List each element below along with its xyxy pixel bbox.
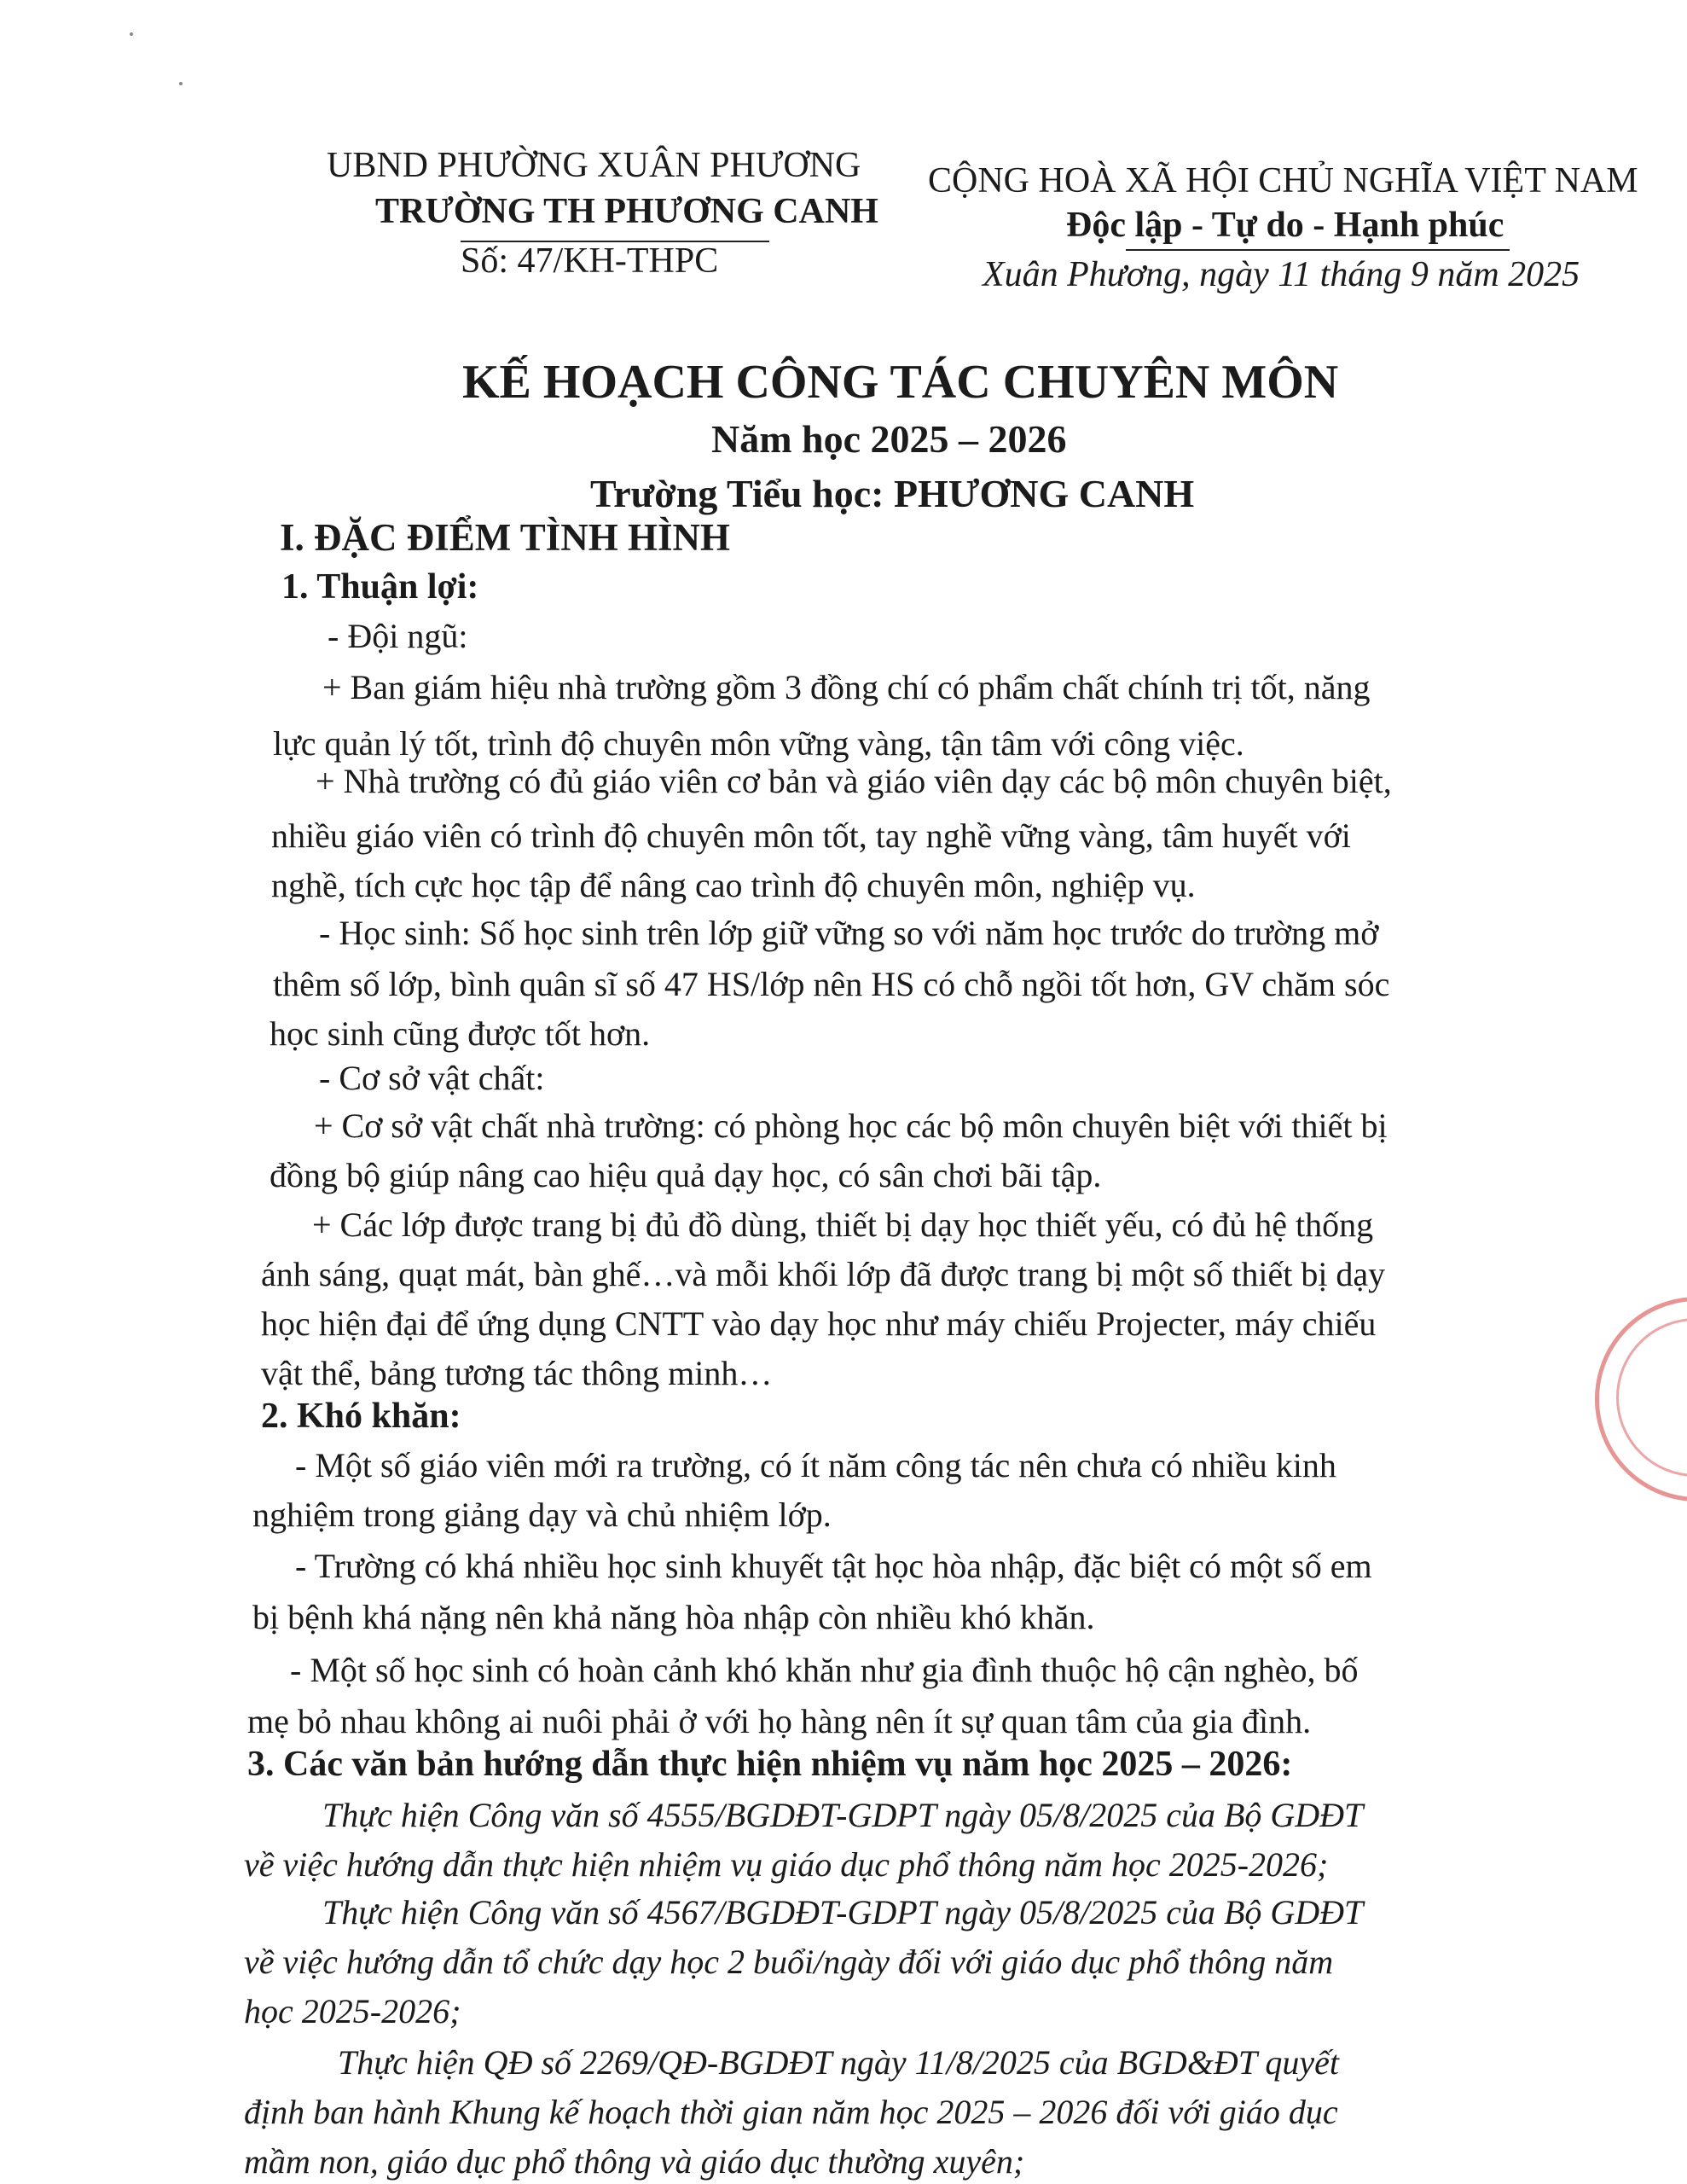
body-line: bị bệnh khá nặng nên khả năng hòa nhập còn nhiều khó khăn. xyxy=(252,1598,1095,1636)
body-line: mầm non, giáo dục phổ thông và giáo dục thường xuyên; xyxy=(244,2142,1025,2181)
body-line: - Một số giáo viên mới ra trường, có ít năm công tác nên chưa có nhiều kinh xyxy=(295,1446,1336,1484)
body-line: + Nhà trường có đủ giáo viên cơ bản và giáo viên dạy các bộ môn chuyên biệt, xyxy=(316,762,1392,800)
document-number: Số: 47/KH-THPC xyxy=(461,241,719,281)
subsection-heading: 2. Khó khăn: xyxy=(261,1397,461,1436)
national-title: CỘNG HOÀ XÃ HỘI CHỦ NGHĨA VIỆT NAM xyxy=(928,161,1638,200)
national-motto: Độc lập - Tự do - Hạnh phúc xyxy=(1066,206,1504,245)
body-line: + Cơ sở vật chất nhà trường: có phòng học các bộ môn chuyên biệt với thiết bị xyxy=(314,1107,1388,1145)
subsection-heading: 1. Thuận lợi: xyxy=(281,567,479,607)
school-line: Trường Tiểu học: PHƯƠNG CANH xyxy=(590,472,1195,515)
body-line: học hiện đại để ứng dụng CNTT vào dạy học như máy chiếu Projecter, máy chiếu xyxy=(261,1304,1377,1343)
body-line: về việc hướng dẫn tổ chức dạy học 2 buổi/ngày đối với giáo dục phổ thông năm xyxy=(244,1943,1334,1981)
section-heading: I. ĐẶC ĐIỂM TÌNH HÌNH xyxy=(280,516,730,559)
scan-speck xyxy=(130,32,133,36)
body-line: Thực hiện Công văn số 4567/BGDĐT-GDPT ngày 05/8/2025 của Bộ GDĐT xyxy=(322,1893,1364,1931)
body-line: - Cơ sở vật chất: xyxy=(319,1059,545,1097)
body-line: đồng bộ giúp nâng cao hiệu quả dạy học, có sân chơi bãi tập. xyxy=(270,1156,1102,1194)
school-year: Năm học 2025 – 2026 xyxy=(711,417,1067,461)
subsection-heading: 3. Các văn bản hướng dẫn thực hiện nhiệm vụ năm học 2025 – 2026: xyxy=(247,1745,1293,1784)
body-line: - Trường có khá nhiều học sinh khuyết tật học hòa nhập, đặc biệt có một số em xyxy=(295,1547,1372,1585)
place-and-date: Xuân Phương, ngày 11 tháng 9 năm 2025 xyxy=(983,255,1580,294)
body-line: nhiều giáo viên có trình độ chuyên môn tốt, tay nghề vững vàng, tâm huyết với xyxy=(271,816,1351,855)
body-line: học sinh cũng được tốt hơn. xyxy=(270,1014,651,1053)
body-line: về việc hướng dẫn thực hiện nhiệm vụ giáo dục phổ thông năm học 2025-2026; xyxy=(244,1845,1329,1884)
scan-speck xyxy=(179,82,183,85)
body-line: mẹ bỏ nhau không ai nuôi phải ở với họ hàng nên ít sự quan tâm của gia đình. xyxy=(247,1702,1312,1740)
issuing-authority: UBND PHƯỜNG XUÂN PHƯƠNG xyxy=(327,146,861,185)
body-line: - Một số học sinh có hoàn cảnh khó khăn như gia đình thuộc hộ cận nghèo, bố xyxy=(290,1651,1359,1689)
body-line: ánh sáng, quạt mát, bàn ghế…và mỗi khối lớp đã được trang bị một số thiết bị dạy xyxy=(261,1255,1386,1293)
body-line: + Các lớp được trang bị đủ đồ dùng, thiết bị dạy học thiết yếu, có đủ hệ thống xyxy=(312,1205,1374,1244)
body-line: định ban hành Khung kế hoạch thời gian năm học 2025 – 2026 đối với giáo dục xyxy=(244,2093,1338,2131)
body-line: - Đội ngũ: xyxy=(328,617,468,655)
body-line: Thực hiện QĐ số 2269/QĐ-BGDĐT ngày 11/8/2025 của BGD&ĐT quyết xyxy=(338,2043,1339,2082)
body-line: học 2025-2026; xyxy=(244,1992,461,2030)
body-line: nghề, tích cực học tập để nâng cao trình độ chuyên môn, nghiệp vụ. xyxy=(271,866,1196,904)
document-title: KẾ HOẠCH CÔNG TÁC CHUYÊN MÔN xyxy=(462,356,1339,409)
body-line: lực quản lý tốt, trình độ chuyên môn vững vàng, tận tâm với công việc. xyxy=(273,724,1244,763)
body-line: + Ban giám hiệu nhà trường gồm 3 đồng chí có phẩm chất chính trị tốt, năng xyxy=(322,668,1371,706)
body-line: Thực hiện Công văn số 4555/BGDĐT-GDPT ngày 05/8/2025 của Bộ GDĐT xyxy=(322,1796,1364,1834)
body-line: vật thể, bảng tương tác thông minh… xyxy=(261,1354,773,1392)
body-line: thêm số lớp, bình quân sĩ số 47 HS/lớp nên HS có chỗ ngồi tốt hơn, GV chăm sóc xyxy=(273,965,1390,1003)
header-underline-right xyxy=(1126,249,1510,251)
school-name-header: TRƯỜNG TH PHƯƠNG CANH xyxy=(375,192,878,231)
body-line: nghiệm trong giảng dạy và chủ nhiệm lớp. xyxy=(252,1496,832,1534)
body-line: - Học sinh: Số học sinh trên lớp giữ vững so với năm học trước do trường mở xyxy=(319,914,1379,952)
